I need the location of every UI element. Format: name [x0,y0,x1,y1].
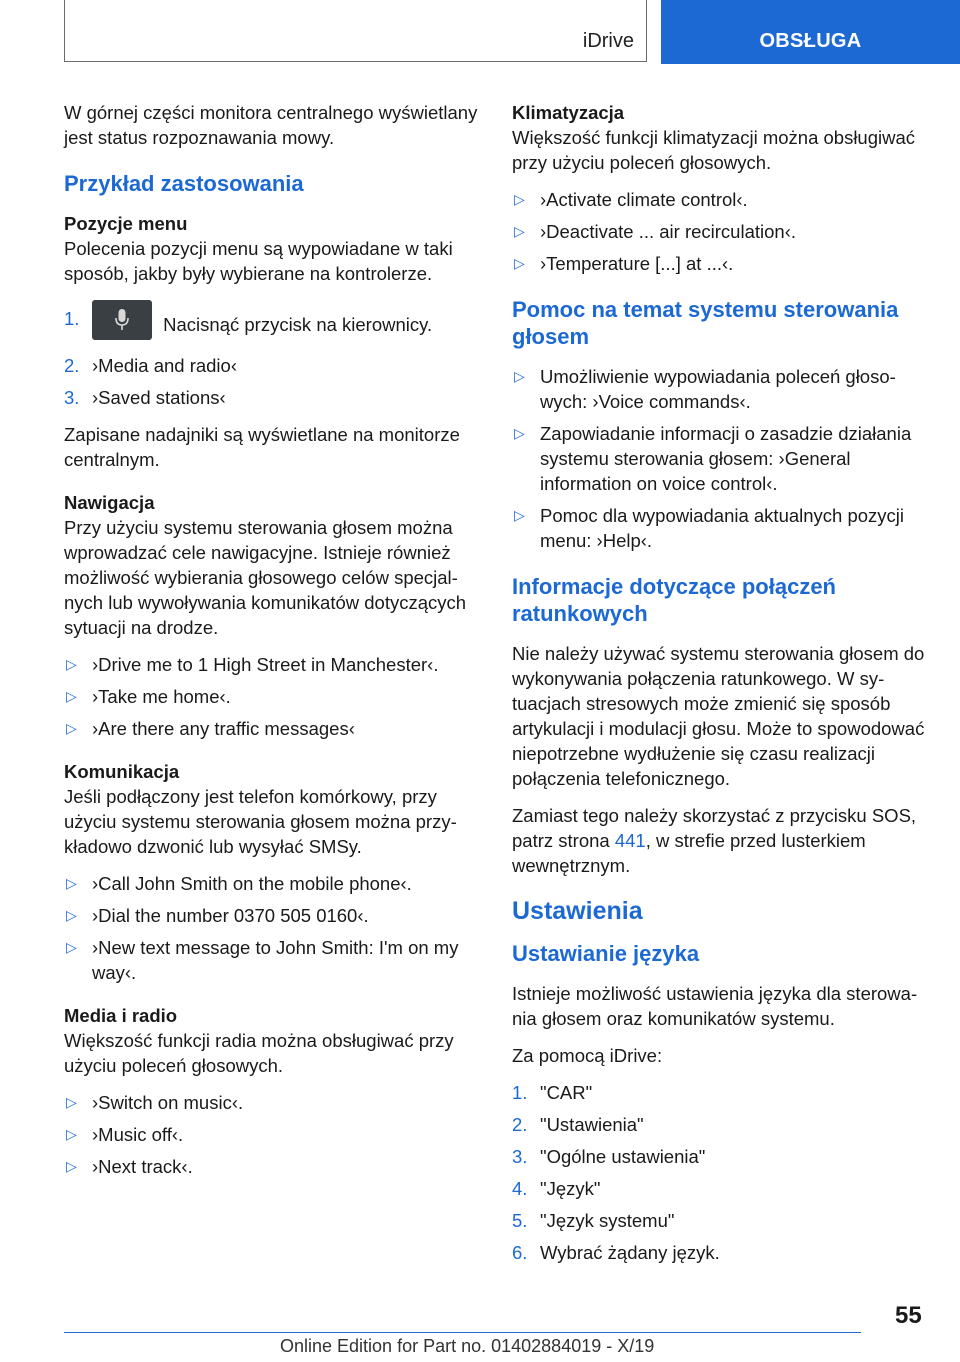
emergency-text: Nie należy używać systemu sterowania głosem do wykonywania połączenia ratunkowego. W sytuacjach stresowych może zmienić się sposób artykulacji i modulacji głosu. Może to spowodować niepotrzebne wydłużenie się czasu realizacji połączenia telefonicznego. [512,643,925,789]
menu-steps [64,306,484,410]
triangle-right-icon: ▷ [66,875,77,891]
navigation-heading: Nawigacja [64,492,155,513]
list-item [512,1176,928,1201]
step-text: "Ustawienia" [540,1114,644,1135]
communication-commands [64,871,484,985]
page-number: 55 [895,1302,922,1329]
command-text: ›Activate climate control‹. [540,189,748,210]
list-item [64,353,484,378]
right-column [512,100,928,1277]
media-heading: Media i radio [64,1005,178,1026]
sos-text-after: , w strefie przed lusterkiem wewnętrznym. [512,830,866,876]
triangle-right-icon: ▷ [514,223,525,239]
communication-heading: Komunikacja [64,761,180,782]
voice-button-image [92,300,152,340]
step-text: Wybrać żądany język. [540,1242,720,1263]
page-link[interactable]: 441 [614,830,646,851]
list-item [512,421,928,496]
climate-heading: Klimatyzacja [512,102,625,123]
triangle-right-icon: ▷ [66,907,77,923]
command-text: ›Next track‹. [92,1156,193,1177]
list-item [512,1144,928,1169]
intro-paragraph: W górnej części monitora centralnego wyświetlany jest status rozpoznawania mowy. [64,102,478,148]
step-text: ›Saved stations‹ [92,387,226,408]
media-text: Większość funkcji radia można obsługiwać przy użyciu poleceń głosowych. [64,1030,454,1076]
command-text: Pomoc dla wypowiadania aktualnych pozycji menu: ›Help‹. [540,505,905,551]
triangle-right-icon: ▷ [66,1158,77,1174]
triangle-right-icon: ▷ [514,368,525,384]
via-idrive-text: Za pomocą iDrive: [512,1045,663,1066]
navigation-text: Przy użyciu systemu sterowania głosem można wprowadzać cele nawigacyjne. Istnieje również możliwość wybierania głosowego celów specjalnych lub wywoływania komunikatów dotyczących sytuacji na drodze. [64,517,467,638]
language-steps [512,1080,928,1265]
list-item [512,1112,928,1137]
climate-commands [512,187,928,276]
command-text: ›Take me home‹. [92,686,231,707]
triangle-right-icon: ▷ [66,656,77,672]
list-item [64,652,484,677]
list-item [64,1154,484,1179]
list-item [64,871,484,896]
step-text: "CAR" [540,1082,593,1103]
footer-divider [64,1332,861,1333]
menu-text: Polecenia pozycji menu są wypowiadane w taki sposób, jakby były wybierane na kontrolerze. [64,238,453,284]
emergency-heading: Informacje dotyczące połączeń ratunkowych [512,574,836,626]
step-number: 6. [512,1242,528,1263]
command-text: ›Drive me to 1 High Street in Manchester‹. [92,654,439,675]
command-text: ›New text message to John Smith: I'm on my way‹. [92,937,459,983]
list-item [64,306,484,346]
header-box [64,0,647,62]
communication-text: Jeśli podłączony jest telefon komórkowy, przy użyciu systemu sterowania głosem można przykładowo dzwonić lub wysyłać SMSy. [64,786,457,857]
climate-text: Większość funkcji klimatyzacji można obsługiwać przy użyciu poleceń głosowych. [512,127,916,173]
list-item [512,1240,928,1265]
triangle-right-icon: ▷ [514,191,525,207]
step-number: 2. [64,355,80,376]
command-text: Umożliwienie wypowiadania poleceń głosowych: ›Voice commands‹. [540,366,896,412]
navigation-commands [64,652,484,741]
language-heading: Ustawianie języka [512,941,700,966]
list-item [512,1208,928,1233]
command-text: Zapowiadanie informacji o zasadzie działania systemu sterowania głosem: ›General information on voice control‹. [540,423,912,494]
step-number: 1. [64,308,80,329]
list-item [512,251,928,276]
menu-after-text: Zapisane nadajniki są wyświetlane na monitorze centralnym. [64,424,460,470]
help-heading: Pomoc na temat systemu sterowania głosem [512,297,899,349]
emergency-sos-text [512,803,928,878]
command-text: ›Call John Smith on the mobile phone‹. [92,873,412,894]
step-text: ›Media and radio‹ [92,355,237,376]
list-item [512,364,928,414]
command-text: ›Deactivate ... air recirculation‹. [540,221,797,242]
triangle-right-icon: ▷ [514,425,525,441]
menu-heading: Pozycje menu [64,213,188,234]
step-text: Nacisnąć przycisk na kierownicy. [163,313,433,335]
triangle-right-icon: ▷ [66,720,77,736]
left-column [64,100,484,1191]
list-item [512,219,928,244]
step-number: 4. [512,1178,528,1199]
list-item [64,684,484,709]
chapter-tab [661,0,960,64]
triangle-right-icon: ▷ [66,1126,77,1142]
footer-edition: Online Edition for Part no. 01402884019 - X/19 [280,1336,655,1356]
list-item [64,385,484,410]
step-number: 3. [64,387,80,408]
list-item [64,935,484,985]
settings-heading: Ustawienia [512,897,643,925]
list-item [64,1122,484,1147]
command-text: ›Switch on music‹. [92,1092,244,1113]
step-text: "Język" [540,1178,601,1199]
step-text: "Język systemu" [540,1210,675,1231]
microphone-icon [114,308,130,332]
command-text: ›Are there any traffic messages‹ [92,718,355,739]
triangle-right-icon: ▷ [66,939,77,955]
triangle-right-icon: ▷ [66,1094,77,1110]
triangle-right-icon: ▷ [66,688,77,704]
step-number: 5. [512,1210,528,1231]
list-item [64,716,484,741]
language-text: Istnieje możliwość ustawienia języka dla sterowania głosem oraz komunikatów systemu. [512,983,918,1029]
step-number: 2. [512,1114,528,1135]
list-item [64,903,484,928]
step-number: 1. [512,1082,528,1103]
chapter-tab-label: OBSŁUGA [759,30,862,52]
command-text: ›Dial the number 0370 505 0160‹. [92,905,369,926]
triangle-right-icon: ▷ [514,255,525,271]
triangle-right-icon: ▷ [514,507,525,523]
list-item [512,503,928,553]
media-commands [64,1090,484,1179]
command-text: ›Temperature [...] at ...‹. [540,253,734,274]
list-item [64,1090,484,1115]
example-heading: Przykład zastosowania [64,171,304,196]
sos-text-before: Zamiast tego należy skorzystać z przycisku SOS, patrz strona [512,805,917,851]
command-text: ›Music off‹. [92,1124,184,1145]
list-item [512,187,928,212]
help-commands [512,364,928,553]
header-section-title: iDrive [582,30,634,52]
step-text: "Ogólne ustawienia" [540,1146,706,1167]
list-item [512,1080,928,1105]
step-number: 3. [512,1146,528,1167]
